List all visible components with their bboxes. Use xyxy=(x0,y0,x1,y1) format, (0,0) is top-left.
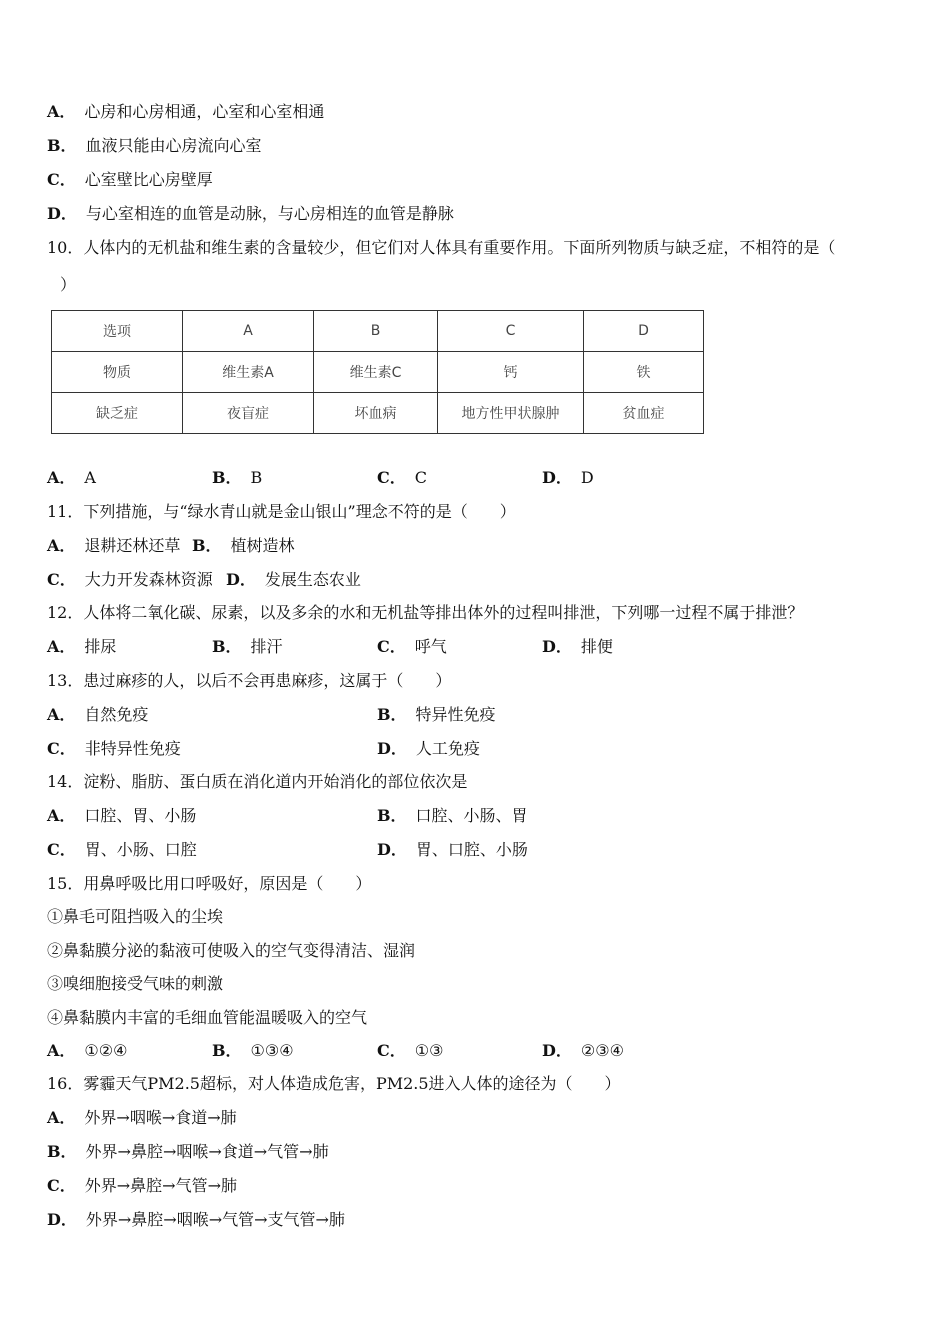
q9-option-b: B． 血液只能由心房流向心室 xyxy=(47,136,262,155)
q12-stem: 12．人体将二氧化碳、尿素，以及多余的水和无机盐等排出体外的过程叫排泄，下列哪一过程不属于排泄？ xyxy=(47,603,804,622)
q9-option-a: A． 心房和心房相通，心室和心室相通 xyxy=(47,102,325,121)
q15-option-c: C． ①③ xyxy=(377,1041,444,1060)
q15-item-2: ②鼻黏膜分泌的黏液可使吸入的空气变得清洁、湿润 xyxy=(47,941,416,960)
q10-option-c: C． C xyxy=(377,468,427,487)
q10-option-b: B． B xyxy=(212,468,263,487)
table-cell: B xyxy=(314,311,438,352)
table-cell: A xyxy=(183,311,314,352)
table-cell: 地方性甲状腺肿 xyxy=(438,393,584,434)
table-cell: 维生素C xyxy=(314,352,438,393)
q9-option-d: D． 与心室相连的血管是动脉，与心房相连的血管是静脉 xyxy=(47,204,454,223)
q15-option-b: B． ①③④ xyxy=(212,1041,294,1060)
q11-option-d: D． 发展生态农业 xyxy=(226,570,361,589)
table-cell: 维生素A xyxy=(183,352,314,393)
table-cell: 贫血症 xyxy=(584,393,704,434)
table-cell: 坏血病 xyxy=(314,393,438,434)
q15-item-4: ④鼻黏膜内丰富的毛细血管能温暖吸入的空气 xyxy=(47,1008,368,1027)
q13-option-c: C． 非特异性免疫 xyxy=(47,739,181,758)
table-cell: C xyxy=(438,311,584,352)
table-row xyxy=(52,311,704,352)
q13-option-a: A． 自然免疫 xyxy=(47,705,149,724)
q11-stem: 11．下列措施，与“绿水青山就是金山银山”理念不符的是（ ） xyxy=(47,502,516,521)
q12-option-a: A． 排尿 xyxy=(47,637,117,656)
table-cell: 夜盲症 xyxy=(183,393,314,434)
q11-option-c: C． 大力开发森林资源 xyxy=(47,570,213,589)
q10-table xyxy=(51,310,704,434)
table-cell: 缺乏症 xyxy=(52,393,183,434)
q14-option-c: C． 胃、小肠、口腔 xyxy=(47,840,197,859)
q16-option-a: A． 外界→咽喉→食道→肺 xyxy=(47,1108,237,1127)
q14-option-d: D． 胃、口腔、小肠 xyxy=(377,840,528,859)
q16-stem: 16．雾霾天气PM2.5超标，对人体造成危害，PM2.5进入人体的途径为（ ） xyxy=(47,1074,621,1093)
table-row xyxy=(52,352,704,393)
q14-option-a: A． 口腔、胃、小肠 xyxy=(47,806,197,825)
q9-option-c: C． 心室壁比心房壁厚 xyxy=(47,170,213,189)
table-cell: 钙 xyxy=(438,352,584,393)
q12-option-b: B． 排汗 xyxy=(212,637,283,656)
q10-stem-cont: ） xyxy=(60,275,77,294)
q15-option-a: A． ①②④ xyxy=(47,1041,128,1060)
table-cell: 铁 xyxy=(584,352,704,393)
q11-option-a: A． 退耕还林还草 xyxy=(47,536,181,555)
q10-option-d: D． D xyxy=(542,468,594,487)
q13-option-d: D． 人工免疫 xyxy=(377,739,480,758)
q15-option-d: D． ②③④ xyxy=(542,1041,624,1060)
q15-item-3: ③嗅细胞接受气味的刺激 xyxy=(47,974,224,993)
q10-stem: 10．人体内的无机盐和维生素的含量较少，但它们对人体具有重要作用。下面所列物质与缺乏症，不相符的是（ xyxy=(47,238,836,257)
table-cell: 物质 xyxy=(52,352,183,393)
table-cell: D xyxy=(584,311,704,352)
q13-option-b: B． 特异性免疫 xyxy=(377,705,496,724)
q12-option-c: C． 呼气 xyxy=(377,637,447,656)
q10-option-a: A． A xyxy=(47,468,96,487)
q14-option-b: B． 口腔、小肠、胃 xyxy=(377,806,528,825)
q12-option-d: D． 排便 xyxy=(542,637,613,656)
q13-stem: 13．患过麻疹的人，以后不会再患麻疹，这属于（ ） xyxy=(47,671,452,690)
q16-option-d: D． 外界→鼻腔→咽喉→气管→支气管→肺 xyxy=(47,1210,345,1229)
q16-option-b: B． 外界→鼻腔→咽喉→食道→气管→肺 xyxy=(47,1142,329,1161)
q15-item-1: ①鼻毛可阻挡吸入的尘埃 xyxy=(47,907,224,926)
q16-option-c: C． 外界→鼻腔→气管→肺 xyxy=(47,1176,237,1195)
table-row xyxy=(52,393,704,434)
q15-stem: 15．用鼻呼吸比用口呼吸好，原因是（ ） xyxy=(47,874,372,893)
q14-stem: 14．淀粉、脂肪、蛋白质在消化道内开始消化的部位依次是 xyxy=(47,772,468,791)
table-cell: 选项 xyxy=(52,311,183,352)
q11-option-b: B． 植树造林 xyxy=(192,536,295,555)
